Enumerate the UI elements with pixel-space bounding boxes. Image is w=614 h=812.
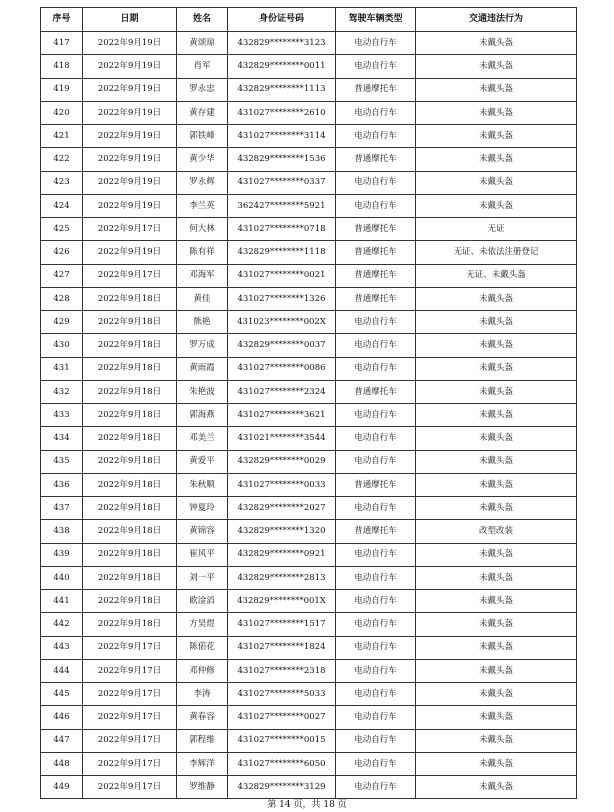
cell-index: 433 (41, 404, 83, 427)
cell-index: 437 (41, 497, 83, 520)
cell-index: 426 (41, 241, 83, 264)
cell-id-number: 432829********0011 (228, 55, 336, 78)
cell-date: 2022年9月19日 (83, 241, 177, 264)
cell-name: 罗永辉 (177, 171, 228, 194)
cell-date: 2022年9月17日 (83, 729, 177, 752)
cell-name: 黄少华 (177, 148, 228, 171)
cell-id-number: 432829********0029 (228, 450, 336, 473)
cell-vehicle-type: 电动自行车 (336, 636, 416, 659)
cell-vehicle-type: 电动自行车 (336, 706, 416, 729)
cell-id-number: 432829********3123 (228, 32, 336, 55)
table-row (41, 148, 577, 171)
cell-id-number: 431027********1824 (228, 636, 336, 659)
cell-index: 419 (41, 78, 83, 101)
header-id-number: 身份证号码 (228, 8, 336, 32)
cell-date: 2022年9月18日 (83, 311, 177, 334)
header-index: 序号 (41, 8, 83, 32)
cell-vehicle-type: 电动自行车 (336, 566, 416, 589)
cell-vehicle-type: 电动自行车 (336, 683, 416, 706)
cell-id-number: 431027********2610 (228, 101, 336, 124)
table-row (41, 404, 577, 427)
cell-vehicle-type: 电动自行车 (336, 55, 416, 78)
cell-vehicle-type: 电动自行车 (336, 311, 416, 334)
cell-index: 428 (41, 287, 83, 310)
table-row (41, 427, 577, 450)
table-row (41, 78, 577, 101)
cell-index: 417 (41, 32, 83, 55)
cell-index: 418 (41, 55, 83, 78)
cell-violation: 未戴头盔 (416, 729, 577, 752)
cell-id-number: 431027********1326 (228, 287, 336, 310)
cell-date: 2022年9月17日 (83, 752, 177, 775)
cell-name: 钟夏玲 (177, 497, 228, 520)
cell-date: 2022年9月17日 (83, 776, 177, 799)
cell-date: 2022年9月19日 (83, 194, 177, 217)
cell-vehicle-type: 电动自行车 (336, 543, 416, 566)
cell-vehicle-type: 普通摩托车 (336, 264, 416, 287)
violation-table (40, 7, 577, 799)
cell-name: 方昊煜 (177, 613, 228, 636)
cell-name: 李涛 (177, 683, 228, 706)
cell-date: 2022年9月19日 (83, 32, 177, 55)
table-row (41, 32, 577, 55)
cell-name: 罗维静 (177, 776, 228, 799)
header-name: 姓名 (177, 8, 228, 32)
cell-violation: 未戴头盔 (416, 613, 577, 636)
cell-date: 2022年9月18日 (83, 380, 177, 403)
cell-index: 423 (41, 171, 83, 194)
table-row (41, 613, 577, 636)
cell-violation: 未戴头盔 (416, 125, 577, 148)
table-row (41, 497, 577, 520)
cell-vehicle-type: 电动自行车 (336, 613, 416, 636)
cell-violation: 未戴头盔 (416, 566, 577, 589)
cell-vehicle-type: 普通摩托车 (336, 380, 416, 403)
cell-index: 425 (41, 218, 83, 241)
cell-id-number: 431027********0021 (228, 264, 336, 287)
cell-id-number: 431023********002X (228, 311, 336, 334)
table-row (41, 752, 577, 775)
cell-name: 罗万成 (177, 334, 228, 357)
cell-violation: 未戴头盔 (416, 357, 577, 380)
cell-vehicle-type: 电动自行车 (336, 450, 416, 473)
cell-id-number: 432829********3129 (228, 776, 336, 799)
table-row (41, 543, 577, 566)
cell-date: 2022年9月18日 (83, 543, 177, 566)
cell-date: 2022年9月17日 (83, 706, 177, 729)
cell-index: 436 (41, 473, 83, 496)
cell-vehicle-type: 电动自行车 (336, 590, 416, 613)
cell-violation: 未戴头盔 (416, 101, 577, 124)
table-row (41, 218, 577, 241)
cell-name: 黄佳 (177, 287, 228, 310)
cell-index: 434 (41, 427, 83, 450)
cell-violation: 未戴头盔 (416, 543, 577, 566)
cell-vehicle-type: 电动自行车 (336, 729, 416, 752)
cell-index: 422 (41, 148, 83, 171)
table-row (41, 171, 577, 194)
cell-index: 443 (41, 636, 83, 659)
cell-vehicle-type: 电动自行车 (336, 659, 416, 682)
cell-date: 2022年9月17日 (83, 218, 177, 241)
table-row (41, 125, 577, 148)
cell-date: 2022年9月18日 (83, 427, 177, 450)
cell-id-number: 432829********1113 (228, 78, 336, 101)
table-row (41, 683, 577, 706)
cell-name: 何大林 (177, 218, 228, 241)
cell-date: 2022年9月18日 (83, 590, 177, 613)
cell-name: 朱艳波 (177, 380, 228, 403)
cell-name: 罗永忠 (177, 78, 228, 101)
cell-violation: 未戴头盔 (416, 287, 577, 310)
cell-index: 427 (41, 264, 83, 287)
cell-date: 2022年9月18日 (83, 473, 177, 496)
table-row (41, 729, 577, 752)
cell-date: 2022年9月19日 (83, 148, 177, 171)
cell-date: 2022年9月19日 (83, 171, 177, 194)
cell-index: 444 (41, 659, 83, 682)
cell-id-number: 432829********1320 (228, 520, 336, 543)
cell-date: 2022年9月17日 (83, 683, 177, 706)
cell-id-number: 431027********0033 (228, 473, 336, 496)
cell-index: 442 (41, 613, 83, 636)
cell-name: 邓仲修 (177, 659, 228, 682)
cell-date: 2022年9月19日 (83, 78, 177, 101)
cell-name: 黄存建 (177, 101, 228, 124)
table-row (41, 264, 577, 287)
cell-index: 438 (41, 520, 83, 543)
cell-id-number: 431027********0027 (228, 706, 336, 729)
header-vehicle-type: 驾驶车辆类型 (336, 8, 416, 32)
cell-violation: 未戴头盔 (416, 497, 577, 520)
cell-vehicle-type: 普通摩托车 (336, 148, 416, 171)
cell-name: 黄雨霞 (177, 357, 228, 380)
cell-vehicle-type: 电动自行车 (336, 125, 416, 148)
cell-index: 448 (41, 752, 83, 775)
cell-violation: 未戴头盔 (416, 148, 577, 171)
cell-vehicle-type: 电动自行车 (336, 427, 416, 450)
cell-violation: 未戴头盔 (416, 776, 577, 799)
cell-vehicle-type: 电动自行车 (336, 194, 416, 217)
table-row (41, 357, 577, 380)
cell-vehicle-type: 电动自行车 (336, 334, 416, 357)
cell-violation: 未戴头盔 (416, 590, 577, 613)
cell-violation: 未戴头盔 (416, 659, 577, 682)
cell-date: 2022年9月18日 (83, 287, 177, 310)
cell-index: 439 (41, 543, 83, 566)
cell-name: 黄爱平 (177, 450, 228, 473)
cell-vehicle-type: 电动自行车 (336, 404, 416, 427)
cell-violation: 未戴头盔 (416, 311, 577, 334)
table-row (41, 659, 577, 682)
cell-violation: 未戴头盔 (416, 683, 577, 706)
cell-violation: 未戴头盔 (416, 55, 577, 78)
cell-date: 2022年9月19日 (83, 55, 177, 78)
cell-name: 肖军 (177, 55, 228, 78)
cell-index: 435 (41, 450, 83, 473)
cell-id-number: 432829********001X (228, 590, 336, 613)
cell-id-number: 432829********0037 (228, 334, 336, 357)
cell-date: 2022年9月18日 (83, 334, 177, 357)
table-row (41, 241, 577, 264)
cell-date: 2022年9月17日 (83, 659, 177, 682)
cell-name: 邓海军 (177, 264, 228, 287)
cell-name: 郭海燕 (177, 404, 228, 427)
table-row (41, 473, 577, 496)
cell-violation: 无证、未依法注册登记 (416, 241, 577, 264)
cell-violation: 未戴头盔 (416, 194, 577, 217)
cell-name: 郭程维 (177, 729, 228, 752)
table-header-row (41, 8, 577, 32)
cell-vehicle-type: 电动自行车 (336, 776, 416, 799)
cell-name: 崔风平 (177, 543, 228, 566)
cell-name: 黄春容 (177, 706, 228, 729)
cell-name: 黄锦容 (177, 520, 228, 543)
table-row (41, 194, 577, 217)
cell-id-number: 432829********1536 (228, 148, 336, 171)
header-date: 日期 (83, 8, 177, 32)
cell-index: 449 (41, 776, 83, 799)
table-row (41, 706, 577, 729)
cell-name: 欧淦滔 (177, 590, 228, 613)
cell-id-number: 431027********5033 (228, 683, 336, 706)
cell-vehicle-type: 普通摩托车 (336, 473, 416, 496)
cell-id-number: 431027********0015 (228, 729, 336, 752)
cell-index: 429 (41, 311, 83, 334)
cell-index: 441 (41, 590, 83, 613)
cell-violation: 未戴头盔 (416, 752, 577, 775)
cell-violation: 未戴头盔 (416, 78, 577, 101)
cell-violation: 未戴头盔 (416, 32, 577, 55)
table-row (41, 380, 577, 403)
cell-violation: 未戴头盔 (416, 380, 577, 403)
cell-violation: 改型改装 (416, 520, 577, 543)
cell-vehicle-type: 普通摩托车 (336, 241, 416, 264)
cell-name: 朱秋顺 (177, 473, 228, 496)
page-footer: 第 14 页，共 18 页 (267, 800, 347, 810)
table-row (41, 520, 577, 543)
cell-id-number: 431027********6050 (228, 752, 336, 775)
cell-violation: 未戴头盔 (416, 636, 577, 659)
cell-index: 421 (41, 125, 83, 148)
table-row (41, 311, 577, 334)
cell-date: 2022年9月18日 (83, 566, 177, 589)
cell-date: 2022年9月17日 (83, 264, 177, 287)
cell-violation: 未戴头盔 (416, 171, 577, 194)
cell-index: 446 (41, 706, 83, 729)
cell-vehicle-type: 电动自行车 (336, 752, 416, 775)
cell-index: 432 (41, 380, 83, 403)
table-row (41, 334, 577, 357)
cell-vehicle-type: 普通摩托车 (336, 78, 416, 101)
cell-date: 2022年9月19日 (83, 101, 177, 124)
cell-id-number: 431027********3621 (228, 404, 336, 427)
cell-vehicle-type: 电动自行车 (336, 32, 416, 55)
cell-violation: 未戴头盔 (416, 473, 577, 496)
cell-id-number: 431027********1517 (228, 613, 336, 636)
cell-index: 420 (41, 101, 83, 124)
cell-id-number: 431027********0086 (228, 357, 336, 380)
table-row (41, 287, 577, 310)
cell-name: 郭铁峰 (177, 125, 228, 148)
cell-date: 2022年9月18日 (83, 357, 177, 380)
cell-index: 440 (41, 566, 83, 589)
cell-date: 2022年9月18日 (83, 520, 177, 543)
cell-violation: 未戴头盔 (416, 427, 577, 450)
cell-date: 2022年9月18日 (83, 497, 177, 520)
cell-date: 2022年9月18日 (83, 450, 177, 473)
cell-id-number: 431021********3544 (228, 427, 336, 450)
cell-vehicle-type: 电动自行车 (336, 101, 416, 124)
cell-vehicle-type: 普通摩托车 (336, 287, 416, 310)
cell-date: 2022年9月18日 (83, 613, 177, 636)
cell-vehicle-type: 普通摩托车 (336, 218, 416, 241)
cell-id-number: 432829********2027 (228, 497, 336, 520)
cell-id-number: 431027********2324 (228, 380, 336, 403)
cell-id-number: 431027********3114 (228, 125, 336, 148)
cell-name: 熊艳 (177, 311, 228, 334)
cell-id-number: 362427********5921 (228, 194, 336, 217)
cell-vehicle-type: 普通摩托车 (336, 520, 416, 543)
cell-index: 430 (41, 334, 83, 357)
cell-violation: 未戴头盔 (416, 450, 577, 473)
cell-id-number: 432829********0921 (228, 543, 336, 566)
table-row (41, 566, 577, 589)
cell-vehicle-type: 电动自行车 (336, 357, 416, 380)
cell-name: 陈有祥 (177, 241, 228, 264)
cell-date: 2022年9月17日 (83, 636, 177, 659)
cell-index: 445 (41, 683, 83, 706)
cell-id-number: 432829********1118 (228, 241, 336, 264)
cell-violation: 未戴头盔 (416, 404, 577, 427)
cell-id-number: 431027********0337 (228, 171, 336, 194)
table-row (41, 55, 577, 78)
table-row (41, 776, 577, 799)
cell-index: 424 (41, 194, 83, 217)
cell-name: 陈偌花 (177, 636, 228, 659)
cell-violation: 无证 (416, 218, 577, 241)
cell-id-number: 432829********2813 (228, 566, 336, 589)
header-violation: 交通违法行为 (416, 8, 577, 32)
table-row (41, 636, 577, 659)
cell-id-number: 431027********0718 (228, 218, 336, 241)
cell-date: 2022年9月19日 (83, 125, 177, 148)
cell-name: 刘一平 (177, 566, 228, 589)
cell-violation: 未戴头盔 (416, 334, 577, 357)
cell-violation: 无证、未戴头盔 (416, 264, 577, 287)
cell-violation: 未戴头盔 (416, 706, 577, 729)
cell-name: 李辉洋 (177, 752, 228, 775)
cell-index: 431 (41, 357, 83, 380)
table-row (41, 590, 577, 613)
cell-vehicle-type: 电动自行车 (336, 171, 416, 194)
table-row (41, 101, 577, 124)
cell-id-number: 431027********2318 (228, 659, 336, 682)
table-row (41, 450, 577, 473)
cell-name: 李兰英 (177, 194, 228, 217)
cell-date: 2022年9月18日 (83, 404, 177, 427)
cell-vehicle-type: 电动自行车 (336, 497, 416, 520)
cell-index: 447 (41, 729, 83, 752)
document-sheet (40, 7, 576, 799)
cell-name: 邓美兰 (177, 427, 228, 450)
cell-name: 黄颂琼 (177, 32, 228, 55)
